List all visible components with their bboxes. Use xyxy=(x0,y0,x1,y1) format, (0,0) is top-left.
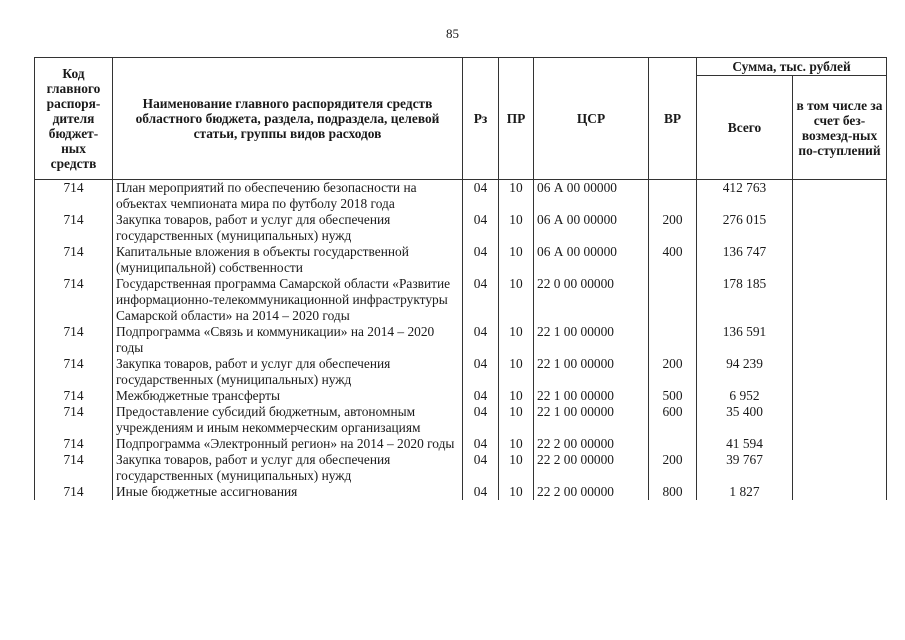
cell-pr: 10 xyxy=(499,324,534,356)
cell-free xyxy=(793,212,887,244)
cell-csr: 06 А 00 00000 xyxy=(534,180,649,213)
table-row xyxy=(35,484,887,500)
cell-name: План мероприятий по обеспечению безопасности на объектах чемпионата мира по футболу 2018 года xyxy=(113,180,463,213)
cell-free xyxy=(793,404,887,436)
table-row xyxy=(35,324,887,356)
table-row xyxy=(35,212,887,244)
cell-csr: 22 2 00 00000 xyxy=(534,452,649,484)
table-row xyxy=(35,388,887,404)
cell-total: 136 747 xyxy=(697,244,793,276)
cell-rz: 04 xyxy=(463,452,499,484)
header-code: Код главного распоря-дителя бюджет-ных средств xyxy=(35,58,113,180)
cell-csr: 22 1 00 00000 xyxy=(534,404,649,436)
cell-name: Предоставление субсидий бюджетным, автономным учреждениям и иным некоммерческим организациям xyxy=(113,404,463,436)
cell-pr: 10 xyxy=(499,276,534,324)
cell-rz: 04 xyxy=(463,388,499,404)
cell-csr: 06 А 00 00000 xyxy=(534,244,649,276)
cell-vr: 200 xyxy=(649,452,697,484)
cell-rz: 04 xyxy=(463,244,499,276)
cell-code: 714 xyxy=(35,436,113,452)
cell-code: 714 xyxy=(35,452,113,484)
cell-pr: 10 xyxy=(499,212,534,244)
cell-rz: 04 xyxy=(463,180,499,213)
table-header xyxy=(35,58,887,180)
cell-csr: 22 2 00 00000 xyxy=(534,436,649,452)
cell-total: 35 400 xyxy=(697,404,793,436)
header-pr: ПР xyxy=(499,58,534,180)
cell-rz: 04 xyxy=(463,212,499,244)
cell-code: 714 xyxy=(35,356,113,388)
cell-rz: 04 xyxy=(463,404,499,436)
cell-name: Иные бюджетные ассигнования xyxy=(113,484,463,500)
header-rz: Рз xyxy=(463,58,499,180)
cell-total: 1 827 xyxy=(697,484,793,500)
table-row xyxy=(35,436,887,452)
cell-total: 412 763 xyxy=(697,180,793,213)
header-free: в том числе за счет без-возмезд-ных по-ступлений xyxy=(793,76,887,180)
header-total: Всего xyxy=(697,76,793,180)
cell-rz: 04 xyxy=(463,324,499,356)
budget-table xyxy=(34,57,887,500)
cell-pr: 10 xyxy=(499,436,534,452)
cell-total: 178 185 xyxy=(697,276,793,324)
cell-vr xyxy=(649,324,697,356)
cell-total: 136 591 xyxy=(697,324,793,356)
cell-free xyxy=(793,180,887,213)
cell-code: 714 xyxy=(35,244,113,276)
cell-pr: 10 xyxy=(499,404,534,436)
table-row xyxy=(35,452,887,484)
cell-total: 276 015 xyxy=(697,212,793,244)
cell-vr: 200 xyxy=(649,356,697,388)
table-row xyxy=(35,276,887,324)
cell-csr: 22 0 00 00000 xyxy=(534,276,649,324)
cell-free xyxy=(793,276,887,324)
page-number: 85 xyxy=(446,26,459,41)
cell-code: 714 xyxy=(35,404,113,436)
cell-vr: 800 xyxy=(649,484,697,500)
table-body xyxy=(35,180,887,501)
table-row xyxy=(35,180,887,213)
cell-free xyxy=(793,452,887,484)
cell-csr: 22 1 00 00000 xyxy=(534,356,649,388)
cell-name: Межбюджетные трансферты xyxy=(113,388,463,404)
cell-vr: 400 xyxy=(649,244,697,276)
cell-vr: 200 xyxy=(649,212,697,244)
table-row xyxy=(35,404,887,436)
header-name: Наименование главного распорядителя средств областного бюджета, раздела, подраздела, целевой статьи, группы видов расходов xyxy=(113,58,463,180)
cell-name: Подпрограмма «Связь и коммуникации» на 2014 – 2020 годы xyxy=(113,324,463,356)
cell-csr: 06 А 00 00000 xyxy=(534,212,649,244)
cell-code: 714 xyxy=(35,388,113,404)
cell-name: Подпрограмма «Электронный регион» на 2014 – 2020 годы xyxy=(113,436,463,452)
cell-pr: 10 xyxy=(499,388,534,404)
header-sum: Сумма, тыс. рублей xyxy=(697,58,887,76)
cell-free xyxy=(793,484,887,500)
cell-name: Закупка товаров, работ и услуг для обеспечения государственных (муниципальных) нужд xyxy=(113,356,463,388)
cell-name: Закупка товаров, работ и услуг для обеспечения государственных (муниципальных) нужд xyxy=(113,212,463,244)
cell-name: Государственная программа Самарской области «Развитие информационно-телекоммуникационной инфраструктуры Самарской области» на 2014 – 2020 годы xyxy=(113,276,463,324)
cell-csr: 22 2 00 00000 xyxy=(534,484,649,500)
cell-rz: 04 xyxy=(463,436,499,452)
cell-vr: 500 xyxy=(649,388,697,404)
cell-total: 6 952 xyxy=(697,388,793,404)
header-vr: ВР xyxy=(649,58,697,180)
table-row xyxy=(35,356,887,388)
cell-vr: 600 xyxy=(649,404,697,436)
cell-total: 39 767 xyxy=(697,452,793,484)
cell-code: 714 xyxy=(35,212,113,244)
cell-code: 714 xyxy=(35,276,113,324)
cell-csr: 22 1 00 00000 xyxy=(534,324,649,356)
cell-rz: 04 xyxy=(463,484,499,500)
cell-pr: 10 xyxy=(499,452,534,484)
cell-pr: 10 xyxy=(499,180,534,213)
cell-pr: 10 xyxy=(499,484,534,500)
cell-free xyxy=(793,356,887,388)
cell-free xyxy=(793,324,887,356)
cell-total: 94 239 xyxy=(697,356,793,388)
cell-total: 41 594 xyxy=(697,436,793,452)
cell-vr xyxy=(649,276,697,324)
cell-vr xyxy=(649,436,697,452)
cell-pr: 10 xyxy=(499,356,534,388)
cell-name: Капитальные вложения в объекты государственной (муниципальной) собственности xyxy=(113,244,463,276)
cell-pr: 10 xyxy=(499,244,534,276)
header-csr: ЦСР xyxy=(534,58,649,180)
cell-csr: 22 1 00 00000 xyxy=(534,388,649,404)
cell-free xyxy=(793,388,887,404)
cell-code: 714 xyxy=(35,324,113,356)
cell-vr xyxy=(649,180,697,213)
cell-name: Закупка товаров, работ и услуг для обеспечения государственных (муниципальных) нужд xyxy=(113,452,463,484)
cell-rz: 04 xyxy=(463,276,499,324)
cell-rz: 04 xyxy=(463,356,499,388)
cell-free xyxy=(793,436,887,452)
cell-free xyxy=(793,244,887,276)
table-row xyxy=(35,244,887,276)
cell-code: 714 xyxy=(35,180,113,213)
cell-code: 714 xyxy=(35,484,113,500)
